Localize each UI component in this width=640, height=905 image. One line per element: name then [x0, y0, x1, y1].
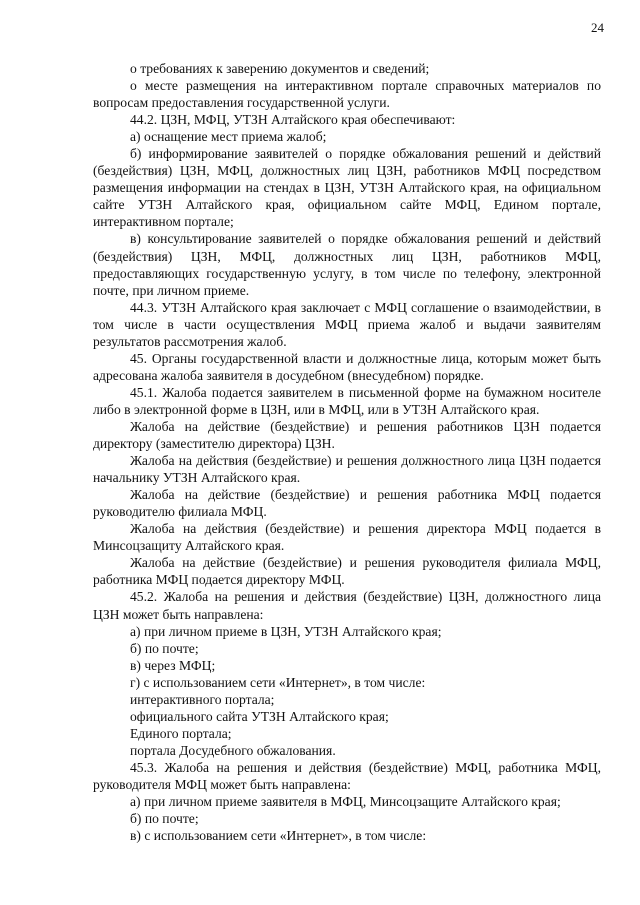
text-paragraph: Жалоба на действия (бездействие) и решения должностного лица ЦЗН подается начальнику УТЗН Алтайского края.	[93, 453, 601, 486]
text-paragraph: 44.3. УТЗН Алтайского края заключает с МФЦ соглашение о взаимодействии, в том числе в части осуществления МФЦ приема жалоб и выдачи заявителям результатов рассмотрения жалоб.	[93, 299, 601, 349]
text-paragraph: 45.2. Жалоба на решения и действия (бездействие) ЦЗН, должностного лица ЦЗН может быть направлена:	[93, 589, 601, 622]
list-item: б) по почте;	[130, 640, 199, 656]
list-item: б) по почте;	[130, 811, 199, 827]
text-paragraph: б) информирование заявителей о порядке обжалования решений и действий (бездействия) ЦЗН, МФЦ, должностных лиц ЦЗН, работников МФЦ посредством размещения информации на стендах в ЦЗН, УТЗН Алтайского края, на официальном сайте УТЗН Алтайского края, официальном сайте МФЦ, Едином портале, интерактивном портале;	[93, 146, 601, 230]
text-paragraph: 45. Органы государственной власти и должностные лица, которым может быть адресована жалоба заявителя в досудебном (внесудебном) порядке.	[93, 350, 601, 383]
text-line: о требованиях к заверению документов и сведений;	[130, 61, 430, 76]
list-item: в) через МФЦ;	[130, 657, 216, 673]
section-heading: 44.2. ЦЗН, МФЦ, УТЗН Алтайского края обеспечивают:	[130, 112, 456, 128]
text-paragraph: 45.3. Жалоба на решения и действия (бездействие) МФЦ, работника МФЦ, руководителя МФЦ может быть направлена:	[93, 759, 601, 792]
text-paragraph: Жалоба на действие (бездействие) и решения работников ЦЗН подается директору (заместителю директора) ЦЗН.	[93, 418, 601, 452]
list-item: официального сайта УТЗН Алтайского края;	[130, 708, 389, 724]
text-paragraph: Жалоба на действия (бездействие) и решения директора МФЦ подается в Минсоцзащиту Алтайского края.	[93, 521, 601, 554]
list-item: интерактивного портала;	[130, 691, 275, 707]
list-item: в) с использованием сети «Интернет», в том числе:	[130, 828, 427, 844]
document-body	[93, 60, 601, 844]
text-paragraph: Жалоба на действие (бездействие) и решения работника МФЦ подается руководителю филиала МФЦ.	[93, 487, 601, 520]
text-paragraph: о месте размещения на интерактивном портале справочных материалов по вопросам предоставления государственной услуги.	[93, 78, 601, 111]
list-item: портала Досудебного обжалования.	[130, 742, 336, 758]
list-item: Единого портала;	[130, 725, 232, 741]
list-item: а) оснащение мест приема жалоб;	[130, 129, 327, 145]
text-paragraph: Жалоба на действие (бездействие) и решения руководителя филиала МФЦ, работника МФЦ подается директору МФЦ.	[93, 555, 601, 588]
page-number: 24	[591, 20, 604, 35]
text-paragraph: 45.1. Жалоба подается заявителем в письменной форме на бумажном носителе либо в электронной форме в ЦЗН, или в МФЦ, или в УТЗН Алтайского края.	[93, 384, 601, 417]
list-item: а) при личном приеме в ЦЗН, УТЗН Алтайского края;	[130, 623, 442, 639]
list-item: а) при личном приеме заявителя в МФЦ, Минсоцзащите Алтайского края;	[130, 794, 561, 810]
text-paragraph: в) консультирование заявителей о порядке обжалования решений и действий (бездействия) ЦЗН, МФЦ, должностных лиц ЦЗН, работников МФЦ, предоставляющих государственную услугу, в том числе по телефону, электронной почте, при личном приеме.	[93, 231, 601, 298]
list-item: г) с использованием сети «Интернет», в том числе:	[130, 674, 426, 690]
